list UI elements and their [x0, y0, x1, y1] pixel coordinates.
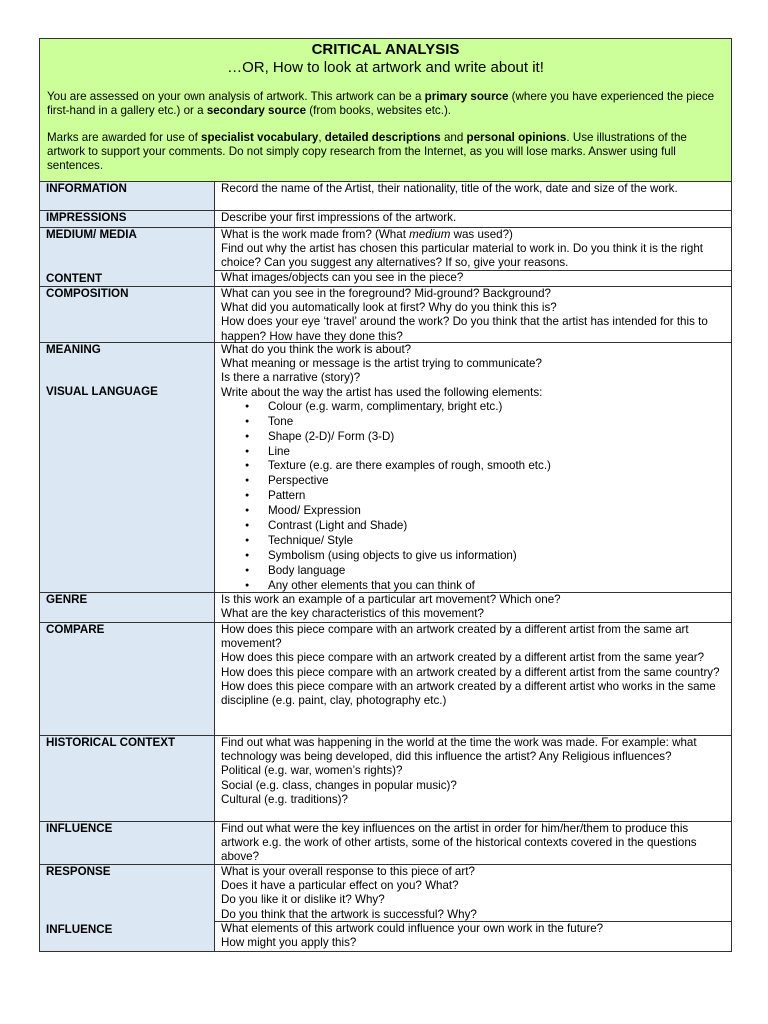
row-label: VISUAL LANGUAGE: [46, 385, 158, 398]
row-label: MEDIUM/ MEDIA: [46, 228, 137, 241]
list-item: ● Body language: [268, 564, 727, 579]
row-influence: [40, 821, 731, 864]
list-item: ● Tone: [268, 415, 727, 430]
list-item: ● Contrast (Light and Shade): [268, 519, 727, 534]
row-meaning-visual: [40, 342, 731, 592]
list-item: ● Line: [268, 445, 727, 460]
row-description-influence: What elements of this artwork could influence your own work in the future? How might you apply this?: [215, 921, 731, 950]
row-medium-content: [40, 227, 731, 286]
row-description: Record the name of the Artist, their nationality, title of the work, date and size of the work.: [214, 182, 731, 210]
list-item: ● Mood/ Expression: [268, 504, 727, 519]
list-item: ● Any other elements that you can think of: [268, 579, 727, 594]
row-composition: [40, 286, 731, 342]
page-subtitle: …OR, How to look at artwork and write about it!: [227, 59, 544, 76]
list-item: ● Pattern: [268, 489, 727, 504]
row-description-response: What is your overall response to this piece of art? Does it have a particular effect on you? What? Do you like it or dislike it? Why? Do you think that the artwork is successful? Why?: [221, 865, 477, 921]
header-panel: [40, 39, 731, 181]
row-description: Find out what were the key influences on the artist in order for him/her/them to produce this artwork e.g. the work of other artists, some of the historical contexts covered in the questions above?: [214, 822, 731, 864]
row-label: INFORMATION: [40, 182, 214, 210]
intro-paragraph-2: Marks are awarded for use of specialist vocabulary, detailed descriptions and personal opinions. Use illustrations of the artwork to support your comments. Do not simply copy research from the Internet, as you will lose marks. Answer using full sentences.: [47, 131, 687, 172]
row-label: IMPRESSIONS: [40, 211, 214, 227]
list-item: ● Technique/ Style: [268, 534, 727, 549]
list-item: ● Shape (2-D)/ Form (3-D): [268, 430, 727, 445]
visual-elements-list: [221, 400, 727, 594]
row-compare: [40, 622, 731, 735]
list-item: ● Texture (e.g. are there examples of rough, smooth etc.): [268, 459, 727, 474]
row-description-medium: What is the work made from? (What medium was used?) Find out why the artist has chosen this particular material to work in. Do you think it is the right choice? Can you suggest any alternatives? If so, give your reasons.: [221, 228, 704, 270]
row-description: What do you think the work is about? What meaning or message is the artist trying to communicate? Is there a narrative (story)? Write about the way the artist has used the following elements: ● Colour (e.g. warm, complimentary, bright etc.) ● Tone ● Shape (2-D)/ Form (3-D) ● Line ● Texture (e.g. are there examples of rough, smooth etc.) ● Perspective ● Pattern ● Mood/ Expression ● Contrast (Light and Shade) ● Technique/ Style ● Symbolism (using objects to give us information) ● Body language ● Any other elements that you can think of: [214, 343, 731, 592]
intro-paragraph-1: You are assessed on your own analysis of artwork. This artwork can be a primary source (where you have experienced the piece first-hand in a gallery etc.) or a secondary source (from books, websites etc.).: [47, 90, 715, 117]
row-genre: [40, 592, 731, 622]
row-description: What can you see in the foreground? Mid-ground? Background? What did you automatically look at first? Why do you think this is? How does your eye ‘travel’ around the work? Do you think that the artist has intended for this to happen? How have they done this?: [214, 287, 731, 342]
row-label: MEANING: [46, 343, 101, 356]
row-label: HISTORICAL CONTEXT: [40, 736, 214, 821]
row-information: [40, 181, 731, 210]
list-item: ● Perspective: [268, 474, 727, 489]
row-description: Is this work an example of a particular art movement? Which one? What are the key characteristics of this movement?: [214, 593, 731, 622]
row-label: COMPARE: [40, 623, 214, 735]
row-description-content: What images/objects can you see in the piece?: [215, 270, 731, 285]
row-historical-context: [40, 735, 731, 821]
row-label: INFLUENCE: [46, 923, 113, 936]
row-description: How does this piece compare with an artwork created by a different artist from the same art movement? How does this piece compare with an artwork created by a different artist from the same year? How does this piece compare with an artwork created by a different artist from the same country? How does this piece compare with an artwork created by a different artist who works in the same discipline (e.g. paint, clay, photography etc.): [214, 623, 731, 735]
row-label: GENRE: [40, 593, 214, 622]
row-response-influence: [40, 864, 731, 951]
row-label: RESPONSE: [46, 865, 111, 878]
worksheet: [39, 38, 732, 952]
row-label: INFLUENCE: [40, 822, 214, 864]
page-title: CRITICAL ANALYSIS: [311, 41, 460, 58]
row-description: Describe your first impressions of the artwork.: [214, 211, 731, 227]
row-impressions: [40, 210, 731, 227]
row-description: Find out what was happening in the world at the time the work was made. For example: what technology was being developed, did this influence the artist? Any Religious influences? Political (e.g. war, women’s rights)? Social (e.g. class, changes in popular music)? Cultural (e.g. traditions)?: [214, 736, 731, 821]
row-label: COMPOSITION: [40, 287, 214, 342]
row-label: CONTENT: [46, 272, 103, 285]
list-item: ● Symbolism (using objects to give us information): [268, 549, 727, 564]
list-item: ● Colour (e.g. warm, complimentary, bright etc.): [268, 400, 727, 415]
